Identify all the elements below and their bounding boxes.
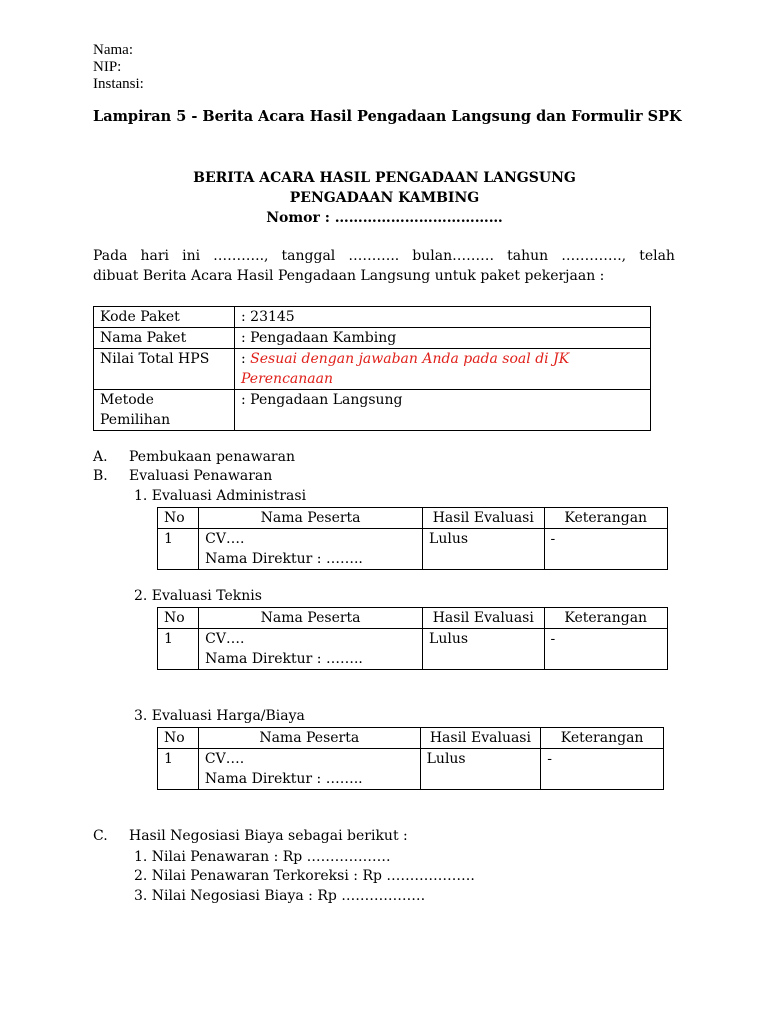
document-nomor: Nomor : ………………………………: [266, 210, 503, 226]
col-no: No: [158, 508, 199, 529]
lampiran-title: Lampiran 5 - Berita Acara Hasil Pengadaan Langsung dan Formulir SPK: [93, 108, 682, 125]
nilai-hps-value: Sesuai dengan jawaban Anda pada soal di JK Perencanaan: [241, 351, 570, 387]
intro-word: tanggal: [281, 248, 336, 264]
row-no: 1: [158, 629, 199, 670]
table-row: [158, 629, 668, 670]
table-row: [94, 328, 651, 349]
nama-paket-value: : Pengadaan Kambing: [235, 328, 651, 349]
table-row: [94, 390, 651, 431]
col-nama-peserta: Nama Peserta: [198, 728, 420, 749]
col-hasil-evaluasi: Hasil Evaluasi: [420, 728, 541, 749]
section-a-letter: A.: [93, 449, 108, 465]
col-no: No: [158, 608, 199, 629]
intro-line-1: [93, 246, 675, 266]
intro-word: ………..: [348, 248, 400, 264]
negosiasi-item-3: 3. Nilai Negosiasi Biaya : Rp ………………: [134, 888, 426, 904]
intro-word: tahun: [507, 248, 549, 264]
paket-info-table: [93, 306, 651, 431]
table-row: [94, 307, 651, 328]
row-keterangan: -: [544, 629, 668, 670]
section-a: [93, 447, 295, 467]
section-a-label: Pembukaan penawaran: [129, 449, 295, 465]
section-c-letter: C.: [93, 828, 108, 844]
row-cv: CV….: [205, 631, 245, 647]
section-c: [93, 826, 408, 846]
document-title-block: [93, 168, 676, 228]
nip-line: NIP:: [93, 59, 122, 75]
col-keterangan: Keterangan: [544, 608, 668, 629]
table-row: [94, 349, 651, 390]
col-nama-peserta: Nama Peserta: [199, 508, 423, 529]
metode-label: Metode Pemilihan: [94, 390, 235, 431]
section-b: [93, 466, 272, 486]
section-c-label: Hasil Negosiasi Biaya sebagai berikut :: [129, 828, 408, 844]
eval-harga-heading: 3. Evaluasi Harga/Biaya: [134, 708, 305, 724]
row-hasil: Lulus: [423, 629, 544, 670]
document-title: BERITA ACARA HASIL PENGADAAN LANGSUNG: [193, 170, 576, 186]
row-direktur: Nama Direktur : ……..: [204, 771, 363, 787]
intro-word: Pada: [93, 248, 128, 264]
kode-paket-value: : 23145: [235, 307, 651, 328]
table-row: [158, 529, 668, 570]
row-cv: CV….: [204, 751, 245, 767]
nilai-hps-colon: :: [241, 351, 251, 367]
table-header-row: [158, 608, 668, 629]
negosiasi-item-1: 1. Nilai Penawaran : Rp ………………: [134, 849, 391, 865]
eval-administrasi-heading: 1. Evaluasi Administrasi: [134, 488, 307, 504]
negosiasi-item-2: 2. Nilai Penawaran Terkoreksi : Rp ……………….: [134, 868, 475, 884]
nilai-hps-label: Nilai Total HPS: [94, 349, 235, 390]
row-no: 1: [158, 749, 199, 790]
row-direktur: Nama Direktur : ……..: [205, 551, 363, 567]
col-keterangan: Keterangan: [544, 508, 668, 529]
table-header-row: [158, 728, 664, 749]
col-keterangan: Keterangan: [541, 728, 664, 749]
col-hasil-evaluasi: Hasil Evaluasi: [423, 608, 544, 629]
intro-word: hari: [140, 248, 170, 264]
section-b-label: Evaluasi Penawaran: [129, 468, 273, 484]
intro-paragraph: [93, 246, 675, 286]
intro-word: ………..,: [213, 248, 269, 264]
kode-paket-label: Kode Paket: [94, 307, 235, 328]
row-hasil: Lulus: [420, 749, 541, 790]
col-nama-peserta: Nama Peserta: [199, 608, 423, 629]
document-subtitle: PENGADAAN KAMBING: [289, 190, 480, 206]
row-cv: CV….: [205, 531, 245, 547]
metode-value: : Pengadaan Langsung: [235, 390, 651, 431]
instansi-line: Instansi:: [93, 76, 144, 92]
nilai-hps-cell: [235, 349, 651, 390]
intro-word: ………….,: [561, 248, 627, 264]
eval-teknis-heading: 2. Evaluasi Teknis: [134, 588, 262, 604]
intro-line-2: dibuat Berita Acara Hasil Pengadaan Langsung untuk paket pekerjaan :: [93, 268, 605, 284]
row-hasil: Lulus: [423, 529, 544, 570]
eval-administrasi-table: [157, 507, 668, 570]
col-hasil-evaluasi: Hasil Evaluasi: [423, 508, 544, 529]
table-header-row: [158, 508, 668, 529]
row-no: 1: [158, 529, 199, 570]
eval-teknis-table: [157, 607, 668, 670]
intro-word: telah: [639, 248, 675, 264]
identity-block: [93, 42, 144, 93]
eval-harga-table: [157, 727, 664, 790]
nama-paket-label: Nama Paket: [94, 328, 235, 349]
col-no: No: [158, 728, 199, 749]
row-keterangan: -: [541, 749, 664, 790]
row-keterangan: -: [544, 529, 668, 570]
intro-word: ini: [182, 248, 201, 264]
row-nama-peserta: [199, 629, 423, 670]
intro-word: bulan………: [412, 248, 495, 264]
row-direktur: Nama Direktur : ……..: [205, 651, 363, 667]
table-row: [158, 749, 664, 790]
row-nama-peserta: [199, 529, 423, 570]
nama-line: Nama:: [93, 42, 133, 58]
row-nama-peserta: [198, 749, 420, 790]
section-b-letter: B.: [93, 468, 108, 484]
